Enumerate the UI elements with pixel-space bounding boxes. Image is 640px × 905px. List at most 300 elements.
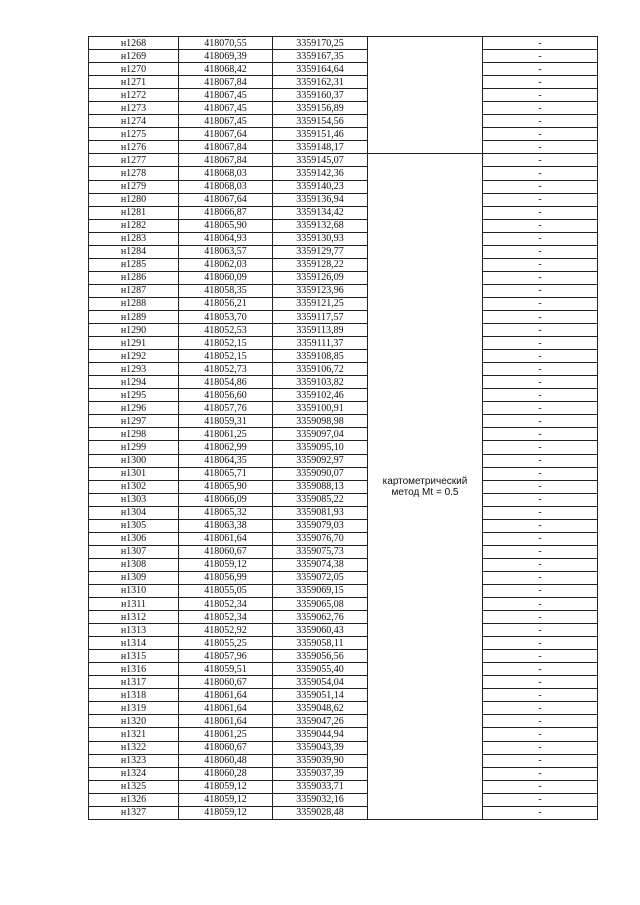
point-id-cell: н1295 <box>89 389 179 402</box>
point-id-cell: н1319 <box>89 702 179 715</box>
dash-cell: - <box>483 454 598 467</box>
y-coordinate-cell: 3359117,57 <box>273 310 368 323</box>
dash-cell: - <box>483 441 598 454</box>
table-row <box>89 545 598 558</box>
x-coordinate-cell: 418067,84 <box>179 76 273 89</box>
y-coordinate-cell: 3359065,08 <box>273 598 368 611</box>
x-coordinate-cell: 418056,99 <box>179 571 273 584</box>
dash-cell: - <box>483 611 598 624</box>
dash-cell: - <box>483 350 598 363</box>
y-coordinate-cell: 3359167,35 <box>273 50 368 63</box>
x-coordinate-cell: 418062,99 <box>179 441 273 454</box>
x-coordinate-cell: 418052,34 <box>179 611 273 624</box>
x-coordinate-cell: 418065,32 <box>179 506 273 519</box>
x-coordinate-cell: 418054,86 <box>179 376 273 389</box>
x-coordinate-cell: 418061,25 <box>179 428 273 441</box>
dash-cell: - <box>483 337 598 350</box>
point-id-cell: н1293 <box>89 363 179 376</box>
point-id-cell: н1303 <box>89 493 179 506</box>
table-row <box>89 454 598 467</box>
y-coordinate-cell: 3359075,73 <box>273 545 368 558</box>
x-coordinate-cell: 418052,73 <box>179 363 273 376</box>
point-id-cell: н1314 <box>89 637 179 650</box>
x-coordinate-cell: 418059,12 <box>179 806 273 819</box>
table-row <box>89 271 598 284</box>
point-id-cell: н1271 <box>89 76 179 89</box>
point-id-cell: н1304 <box>89 506 179 519</box>
table-row <box>89 376 598 389</box>
table-row <box>89 76 598 89</box>
point-id-cell: н1317 <box>89 676 179 689</box>
y-coordinate-cell: 3359074,38 <box>273 558 368 571</box>
y-coordinate-cell: 3359098,98 <box>273 415 368 428</box>
point-id-cell: н1294 <box>89 376 179 389</box>
dash-cell: - <box>483 480 598 493</box>
x-coordinate-cell: 418067,84 <box>179 141 273 154</box>
y-coordinate-cell: 3359048,62 <box>273 702 368 715</box>
coordinates-table <box>88 36 598 820</box>
table-row <box>89 584 598 597</box>
dash-cell: - <box>483 245 598 258</box>
table-row <box>89 767 598 780</box>
x-coordinate-cell: 418060,67 <box>179 741 273 754</box>
x-coordinate-cell: 418067,45 <box>179 102 273 115</box>
y-coordinate-cell: 3359055,40 <box>273 663 368 676</box>
point-id-cell: н1299 <box>89 441 179 454</box>
dash-cell: - <box>483 702 598 715</box>
point-id-cell: н1275 <box>89 128 179 141</box>
x-coordinate-cell: 418067,45 <box>179 115 273 128</box>
table-row <box>89 493 598 506</box>
dash-cell: - <box>483 232 598 245</box>
y-coordinate-cell: 3359160,37 <box>273 89 368 102</box>
x-coordinate-cell: 418068,03 <box>179 167 273 180</box>
y-coordinate-cell: 3359148,17 <box>273 141 368 154</box>
y-coordinate-cell: 3359164,64 <box>273 63 368 76</box>
point-id-cell: н1269 <box>89 50 179 63</box>
point-id-cell: н1320 <box>89 715 179 728</box>
table-row <box>89 389 598 402</box>
dash-cell: - <box>483 741 598 754</box>
y-coordinate-cell: 3359085,22 <box>273 493 368 506</box>
x-coordinate-cell: 418063,38 <box>179 519 273 532</box>
table-row <box>89 780 598 793</box>
dash-cell: - <box>483 519 598 532</box>
dash-cell: - <box>483 506 598 519</box>
dash-cell: - <box>483 193 598 206</box>
dash-cell: - <box>483 206 598 219</box>
y-coordinate-cell: 3359154,56 <box>273 115 368 128</box>
x-coordinate-cell: 418066,87 <box>179 206 273 219</box>
dash-cell: - <box>483 37 598 50</box>
table-row <box>89 728 598 741</box>
point-id-cell: н1290 <box>89 324 179 337</box>
y-coordinate-cell: 3359062,76 <box>273 611 368 624</box>
table-row <box>89 363 598 376</box>
y-coordinate-cell: 3359044,94 <box>273 728 368 741</box>
dash-cell: - <box>483 558 598 571</box>
table-row <box>89 219 598 232</box>
table-row <box>89 206 598 219</box>
table-row <box>89 598 598 611</box>
y-coordinate-cell: 3359130,93 <box>273 232 368 245</box>
dash-cell: - <box>483 728 598 741</box>
table-row <box>89 571 598 584</box>
dash-cell: - <box>483 167 598 180</box>
y-coordinate-cell: 3359136,94 <box>273 193 368 206</box>
point-id-cell: н1268 <box>89 37 179 50</box>
point-id-cell: н1326 <box>89 793 179 806</box>
x-coordinate-cell: 418059,31 <box>179 415 273 428</box>
method-text-line1: картометрический <box>382 475 468 487</box>
table-row <box>89 115 598 128</box>
x-coordinate-cell: 418058,35 <box>179 284 273 297</box>
table-row <box>89 154 598 167</box>
dash-cell: - <box>483 402 598 415</box>
point-id-cell: н1291 <box>89 337 179 350</box>
x-coordinate-cell: 418052,92 <box>179 624 273 637</box>
y-coordinate-cell: 3359090,07 <box>273 467 368 480</box>
point-id-cell: н1309 <box>89 571 179 584</box>
point-id-cell: н1292 <box>89 350 179 363</box>
x-coordinate-cell: 418060,09 <box>179 271 273 284</box>
table-row <box>89 310 598 323</box>
table-row <box>89 63 598 76</box>
x-coordinate-cell: 418062,03 <box>179 258 273 271</box>
x-coordinate-cell: 418055,05 <box>179 584 273 597</box>
dash-cell: - <box>483 584 598 597</box>
y-coordinate-cell: 3359072,05 <box>273 571 368 584</box>
table-row <box>89 102 598 115</box>
table-row <box>89 506 598 519</box>
x-coordinate-cell: 418052,53 <box>179 324 273 337</box>
point-id-cell: н1297 <box>89 415 179 428</box>
dash-cell: - <box>483 415 598 428</box>
table-row <box>89 558 598 571</box>
x-coordinate-cell: 418067,64 <box>179 193 273 206</box>
dash-cell: - <box>483 284 598 297</box>
y-coordinate-cell: 3359033,71 <box>273 780 368 793</box>
table-row <box>89 532 598 545</box>
x-coordinate-cell: 418059,12 <box>179 558 273 571</box>
x-coordinate-cell: 418063,57 <box>179 245 273 258</box>
dash-cell: - <box>483 767 598 780</box>
point-id-cell: н1285 <box>89 258 179 271</box>
dash-cell: - <box>483 219 598 232</box>
point-id-cell: н1281 <box>89 206 179 219</box>
x-coordinate-cell: 418064,35 <box>179 454 273 467</box>
dash-cell: - <box>483 715 598 728</box>
y-coordinate-cell: 3359113,89 <box>273 324 368 337</box>
table-row <box>89 245 598 258</box>
dash-cell: - <box>483 532 598 545</box>
dash-cell: - <box>483 793 598 806</box>
x-coordinate-cell: 418052,15 <box>179 350 273 363</box>
x-coordinate-cell: 418064,93 <box>179 232 273 245</box>
y-coordinate-cell: 3359106,72 <box>273 363 368 376</box>
y-coordinate-cell: 3359108,85 <box>273 350 368 363</box>
table-body <box>89 37 598 820</box>
table-row <box>89 297 598 310</box>
table-row <box>89 650 598 663</box>
x-coordinate-cell: 418065,90 <box>179 219 273 232</box>
x-coordinate-cell: 418060,48 <box>179 754 273 767</box>
dash-cell: - <box>483 806 598 819</box>
y-coordinate-cell: 3359103,82 <box>273 376 368 389</box>
x-coordinate-cell: 418056,60 <box>179 389 273 402</box>
y-coordinate-cell: 3359145,07 <box>273 154 368 167</box>
y-coordinate-cell: 3359097,04 <box>273 428 368 441</box>
y-coordinate-cell: 3359079,03 <box>273 519 368 532</box>
point-id-cell: н1301 <box>89 467 179 480</box>
y-coordinate-cell: 3359060,43 <box>273 624 368 637</box>
dash-cell: - <box>483 428 598 441</box>
y-coordinate-cell: 3359102,46 <box>273 389 368 402</box>
dash-cell: - <box>483 89 598 102</box>
table-row <box>89 337 598 350</box>
y-coordinate-cell: 3359132,68 <box>273 219 368 232</box>
y-coordinate-cell: 3359095,10 <box>273 441 368 454</box>
point-id-cell: н1310 <box>89 584 179 597</box>
y-coordinate-cell: 3359081,93 <box>273 506 368 519</box>
table-row <box>89 611 598 624</box>
dash-cell: - <box>483 598 598 611</box>
point-id-cell: н1273 <box>89 102 179 115</box>
point-id-cell: н1325 <box>89 780 179 793</box>
y-coordinate-cell: 3359111,37 <box>273 337 368 350</box>
table-row <box>89 467 598 480</box>
method-text-line2: метод Mt = 0.5 <box>391 486 459 498</box>
point-id-cell: н1280 <box>89 193 179 206</box>
table-row <box>89 232 598 245</box>
x-coordinate-cell: 418061,25 <box>179 728 273 741</box>
x-coordinate-cell: 418065,90 <box>179 480 273 493</box>
point-id-cell: н1306 <box>89 532 179 545</box>
dash-cell: - <box>483 180 598 193</box>
y-coordinate-cell: 3359142,36 <box>273 167 368 180</box>
point-id-cell: н1284 <box>89 245 179 258</box>
table-row <box>89 284 598 297</box>
y-coordinate-cell: 3359076,70 <box>273 532 368 545</box>
table-row <box>89 519 598 532</box>
table-row <box>89 715 598 728</box>
x-coordinate-cell: 418070,55 <box>179 37 273 50</box>
dash-cell: - <box>483 115 598 128</box>
point-id-cell: н1316 <box>89 663 179 676</box>
x-coordinate-cell: 418061,64 <box>179 702 273 715</box>
x-coordinate-cell: 418067,84 <box>179 154 273 167</box>
point-id-cell: н1287 <box>89 284 179 297</box>
point-id-cell: н1296 <box>89 402 179 415</box>
x-coordinate-cell: 418061,64 <box>179 689 273 702</box>
dash-cell: - <box>483 676 598 689</box>
table-row <box>89 741 598 754</box>
dash-cell: - <box>483 63 598 76</box>
y-coordinate-cell: 3359088,13 <box>273 480 368 493</box>
table-row <box>89 676 598 689</box>
x-coordinate-cell: 418055,25 <box>179 637 273 650</box>
table-row <box>89 89 598 102</box>
y-coordinate-cell: 3359134,42 <box>273 206 368 219</box>
dash-cell: - <box>483 493 598 506</box>
table-row <box>89 258 598 271</box>
dash-cell: - <box>483 624 598 637</box>
dash-cell: - <box>483 545 598 558</box>
table-row <box>89 350 598 363</box>
point-id-cell: н1322 <box>89 741 179 754</box>
dash-cell: - <box>483 467 598 480</box>
dash-cell: - <box>483 650 598 663</box>
dash-cell: - <box>483 376 598 389</box>
table-row <box>89 402 598 415</box>
dash-cell: - <box>483 271 598 284</box>
table-row <box>89 180 598 193</box>
point-id-cell: н1307 <box>89 545 179 558</box>
x-coordinate-cell: 418056,21 <box>179 297 273 310</box>
y-coordinate-cell: 3359028,48 <box>273 806 368 819</box>
point-id-cell: н1312 <box>89 611 179 624</box>
x-coordinate-cell: 418069,39 <box>179 50 273 63</box>
y-coordinate-cell: 3359140,23 <box>273 180 368 193</box>
x-coordinate-cell: 418067,45 <box>179 89 273 102</box>
x-coordinate-cell: 418067,64 <box>179 128 273 141</box>
x-coordinate-cell: 418068,03 <box>179 180 273 193</box>
x-coordinate-cell: 418068,42 <box>179 63 273 76</box>
dash-cell: - <box>483 310 598 323</box>
table-row <box>89 806 598 819</box>
dash-cell: - <box>483 637 598 650</box>
dash-cell: - <box>483 571 598 584</box>
x-coordinate-cell: 418053,70 <box>179 310 273 323</box>
dash-cell: - <box>483 780 598 793</box>
point-id-cell: н1300 <box>89 454 179 467</box>
x-coordinate-cell: 418052,15 <box>179 337 273 350</box>
y-coordinate-cell: 3359051,14 <box>273 689 368 702</box>
point-id-cell: н1315 <box>89 650 179 663</box>
point-id-cell: н1313 <box>89 624 179 637</box>
y-coordinate-cell: 3359123,96 <box>273 284 368 297</box>
point-id-cell: н1318 <box>89 689 179 702</box>
y-coordinate-cell: 3359162,31 <box>273 76 368 89</box>
dash-cell: - <box>483 102 598 115</box>
point-id-cell: н1308 <box>89 558 179 571</box>
dash-cell: - <box>483 258 598 271</box>
dash-cell: - <box>483 689 598 702</box>
table-row <box>89 37 598 50</box>
y-coordinate-cell: 3359151,46 <box>273 128 368 141</box>
point-id-cell: н1323 <box>89 754 179 767</box>
table-row <box>89 793 598 806</box>
method-cell <box>368 154 483 819</box>
point-id-cell: н1282 <box>89 219 179 232</box>
point-id-cell: н1289 <box>89 310 179 323</box>
y-coordinate-cell: 3359128,22 <box>273 258 368 271</box>
point-id-cell: н1311 <box>89 598 179 611</box>
table-row <box>89 754 598 767</box>
table-row <box>89 324 598 337</box>
table-row <box>89 689 598 702</box>
table-row <box>89 167 598 180</box>
x-coordinate-cell: 418060,67 <box>179 676 273 689</box>
point-id-cell: н1283 <box>89 232 179 245</box>
y-coordinate-cell: 3359092,97 <box>273 454 368 467</box>
y-coordinate-cell: 3359126,09 <box>273 271 368 284</box>
method-cell-empty <box>368 37 483 154</box>
y-coordinate-cell: 3359069,15 <box>273 584 368 597</box>
point-id-cell: н1305 <box>89 519 179 532</box>
dash-cell: - <box>483 324 598 337</box>
x-coordinate-cell: 418059,12 <box>179 780 273 793</box>
table-row <box>89 624 598 637</box>
dash-cell: - <box>483 297 598 310</box>
table-row <box>89 128 598 141</box>
point-id-cell: н1274 <box>89 115 179 128</box>
y-coordinate-cell: 3359058,11 <box>273 637 368 650</box>
dash-cell: - <box>483 663 598 676</box>
dash-cell: - <box>483 389 598 402</box>
x-coordinate-cell: 418057,76 <box>179 402 273 415</box>
table-row <box>89 441 598 454</box>
point-id-cell: н1279 <box>89 180 179 193</box>
y-coordinate-cell: 3359056,56 <box>273 650 368 663</box>
point-id-cell: н1298 <box>89 428 179 441</box>
point-id-cell: н1324 <box>89 767 179 780</box>
dash-cell: - <box>483 363 598 376</box>
point-id-cell: н1286 <box>89 271 179 284</box>
x-coordinate-cell: 418057,96 <box>179 650 273 663</box>
y-coordinate-cell: 3359047,26 <box>273 715 368 728</box>
table-row <box>89 50 598 63</box>
point-id-cell: н1272 <box>89 89 179 102</box>
point-id-cell: н1270 <box>89 63 179 76</box>
x-coordinate-cell: 418065,71 <box>179 467 273 480</box>
table-row <box>89 702 598 715</box>
table-row <box>89 193 598 206</box>
x-coordinate-cell: 418061,64 <box>179 532 273 545</box>
y-coordinate-cell: 3359039,90 <box>273 754 368 767</box>
table-row <box>89 428 598 441</box>
x-coordinate-cell: 418066,09 <box>179 493 273 506</box>
dash-cell: - <box>483 141 598 154</box>
table-row <box>89 141 598 154</box>
dash-cell: - <box>483 128 598 141</box>
point-id-cell: н1276 <box>89 141 179 154</box>
point-id-cell: н1327 <box>89 806 179 819</box>
y-coordinate-cell: 3359100,91 <box>273 402 368 415</box>
y-coordinate-cell: 3359129,77 <box>273 245 368 258</box>
point-id-cell: н1277 <box>89 154 179 167</box>
y-coordinate-cell: 3359121,25 <box>273 297 368 310</box>
x-coordinate-cell: 418059,12 <box>179 793 273 806</box>
x-coordinate-cell: 418061,64 <box>179 715 273 728</box>
dash-cell: - <box>483 50 598 63</box>
table-row <box>89 663 598 676</box>
y-coordinate-cell: 3359032,16 <box>273 793 368 806</box>
y-coordinate-cell: 3359156,89 <box>273 102 368 115</box>
y-coordinate-cell: 3359170,25 <box>273 37 368 50</box>
x-coordinate-cell: 418060,28 <box>179 767 273 780</box>
point-id-cell: н1278 <box>89 167 179 180</box>
x-coordinate-cell: 418060,67 <box>179 545 273 558</box>
dash-cell: - <box>483 754 598 767</box>
dash-cell: - <box>483 154 598 167</box>
table-row <box>89 637 598 650</box>
y-coordinate-cell: 3359043,39 <box>273 741 368 754</box>
x-coordinate-cell: 418059,51 <box>179 663 273 676</box>
table-row <box>89 480 598 493</box>
x-coordinate-cell: 418052,34 <box>179 598 273 611</box>
y-coordinate-cell: 3359037,39 <box>273 767 368 780</box>
